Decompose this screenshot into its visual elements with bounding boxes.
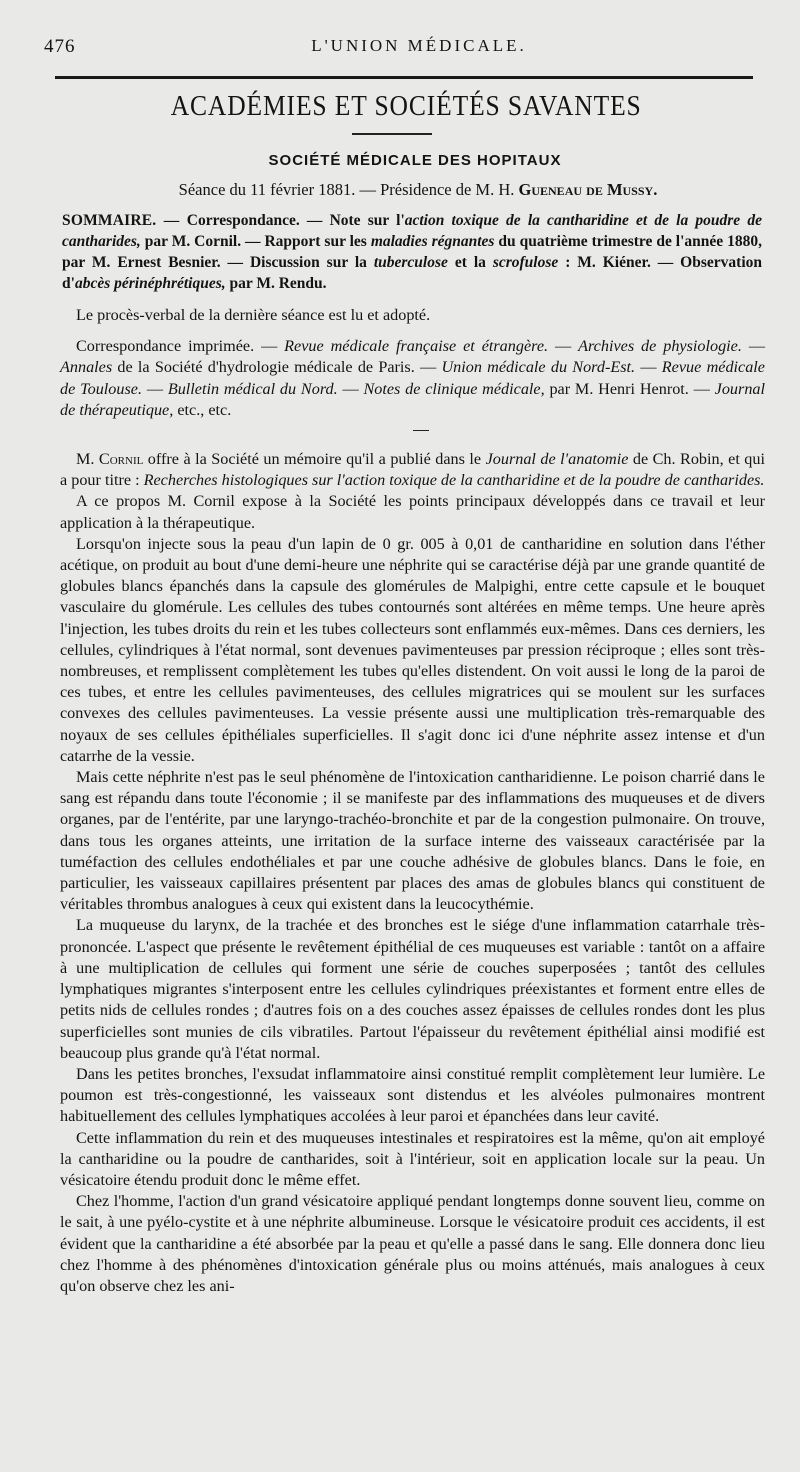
- apropos-paragraph: A ce propos M. Cornil expose à la Société les points principaux développés dans ce travail et leur application à la thérapeutique.: [60, 492, 765, 532]
- intoxication-paragraph: Mais cette néphrite n'est pas le seul phénomène de l'intoxication cantharidienne. Le poison charrié dans le sang est répandu dans toute l'économie ; il se manifeste par des inflammations des muqueuses et de divers organes, par de l'entérite, par une laryngo-trachéo-bronchite et par de la congestion pulmonaire. On trouve, dans tous les organes atteints, une irritation de la surface interne des vaisseaux caractérisée par la tuméfaction des cellules endothéliales et par une couche adhésive de globules blancs. Dans le foie, en particulier, les vaisseaux capillaires présentent par places des amas de globules blancs qui constituent de véritables thrombus analogues à ceux qui existent dans la leucocythémie.: [60, 768, 765, 914]
- cornil-paragraph: M. Cornil offre à la Société un mémoire qu'il a publié dans le Journal de l'anatomie de Ch. Robin, et qui a pour titre : Recherches histologiques sur l'action toxique de la cantharidine et de la poudre de cantharides.: [60, 450, 765, 490]
- bronches-paragraph: Dans les petites bronches, l'exsudat inflammatoire ainsi constitué remplit complètement leur lumière. Le poumon est très-congestionné, les vaisseaux sont distendus et les alvéoles pulmonaires montrent habituellement des cellules lymphatiques accolées à leur paroi et épanchées dans leur cavité.: [60, 1064, 765, 1126]
- society-heading: SOCIÉTÉ MÉDICALE DES HOPITAUX: [268, 152, 562, 169]
- section-title: ACADÉMIES ET SOCIÉTÉS SAVANTES: [170, 90, 642, 122]
- separator-dash: [60, 421, 765, 439]
- speaker-name: M. Cornil: [76, 450, 144, 469]
- homme-paragraph: Chez l'homme, l'action d'un grand vésicatoire appliqué pendant longtemps donne souvent lieu, comme on le sait, à une pyélo-cystite et à une néphrite albumineuse. Lorsque le vésicatoire produit ces accidents, il est évident que la cantharidine a été absorbée par la peau et qu'elle a passé dans le sang. Elle donnera donc lieu chez l'homme à des phénomènes d'intoxication générale plus ou moins atténués, mais analogues à ceux qu'on observe chez les ani-: [60, 1192, 765, 1295]
- header-rule: [55, 76, 753, 79]
- seance-line: Séance du 11 février 1881. — Présidence de M. H. Gueneau de Mussy.: [178, 180, 658, 199]
- page-number: 476: [44, 36, 76, 57]
- page-header: [44, 36, 754, 66]
- lapin-paragraph: Lorsqu'on injecte sous la peau d'un lapin de 0 gr. 005 à 0,01 de cantharidine en solution dans l'éther acétique, on produit au bout d'une demi-heure une néphrite qui se caractérise déjà par une grande quantité de globules blancs épanchés dans la capsule des glomérules de Malpighi, entre cette capsule et le bouquet vasculaire du glomérule. Les cellules des tubes contournés sont altérées en même temps. Une heure après l'injection, les tubes droits du rein et les tubes collecteurs sont enflammés eux-mêmes. Dans ces derniers, les cellules, cylindriques à l'état normal, sont devenues pavimenteuses par pression réciproque ; elles sont très-nombreuses, et remplissent complètement les tubes qu'elles distendent. On voit aussi le long de la paroi de ces tubes, et entre les cellules pavimenteuses, des cellules migratrices qui se moulent sur les surfaces convexes des cellules pavimenteuses. La vessie présente aussi une multiplication très-remarquable des noyaux de ses cellules épithéliales superficielles. Il s'agit donc ici d'une néphrite assez intense et d'un catarrhe de la vessie.: [60, 534, 765, 765]
- muqueuse-paragraph: La muqueuse du larynx, de la trachée et des bronches est le siége d'une inflammation catarrhale très-prononcée. L'aspect que présente le revêtement épithélial de ces muqueuses est variable : tantôt on a affaire à une multiplication de cellules qui forment une série de couches superposées ; tantôt des cellules lymphatiques migrantes s'interposent entre les cellules cylindriques préexistantes et forment entre elles de petits nids de cellules rondes ; d'autres fois on a des couches assez épaisses de cellules rondes dont les plus superficielles sont munies de cils vibratiles. Partout l'épaisseur du revêtement épithélial ainsi modifié est beaucoup plus grande qu'à l'état normal.: [60, 916, 765, 1062]
- summary-block: SOMMAIRE. — Correspondance. — Note sur l'action toxique de la cantharidine et de la poudre de cantharides, par M. Cornil. — Rapport sur les maladies régnantes du quatrième trimestre de l'année 1880, par M. Ernest Besnier. — Discussion sur la tuberculose et la scrofulose : M. Kiéner. — Observation d'abcès périnéphrétiques, par M. Rendu.: [62, 212, 762, 292]
- proces-verbal-paragraph: Le procès-verbal de la dernière séance est lu et adopté.: [76, 306, 431, 324]
- president-name: Gueneau de Mussy: [518, 180, 654, 199]
- title-rule: [352, 133, 432, 135]
- article-body: [60, 305, 765, 1297]
- running-head: L'UNION MÉDICALE.: [311, 36, 527, 55]
- summary-label: SOMMAIRE. —: [62, 212, 187, 229]
- correspondance-paragraph: Correspondance imprimée. — Revue médicale française et étrangère. — Archives de physiologie. — Annales de la Société d'hydrologie médicale de Paris. — Union médicale du Nord-Est. — Revue médicale de Toulouse. — Bulletin médical du Nord. — Notes de clinique médicale, par M. Henri Henrot. — Journal de thérapeutique, etc., etc.: [60, 337, 766, 419]
- inflammation-paragraph: Cette inflammation du rein et des muqueuses intestinales et respiratoires est la même, qu'on ait employé la cantharidine ou la poudre de cantharides, soit à l'intérieur, soit en application locale sur la peau. Un vésicatoire étendu produit donc le même effet.: [60, 1128, 765, 1189]
